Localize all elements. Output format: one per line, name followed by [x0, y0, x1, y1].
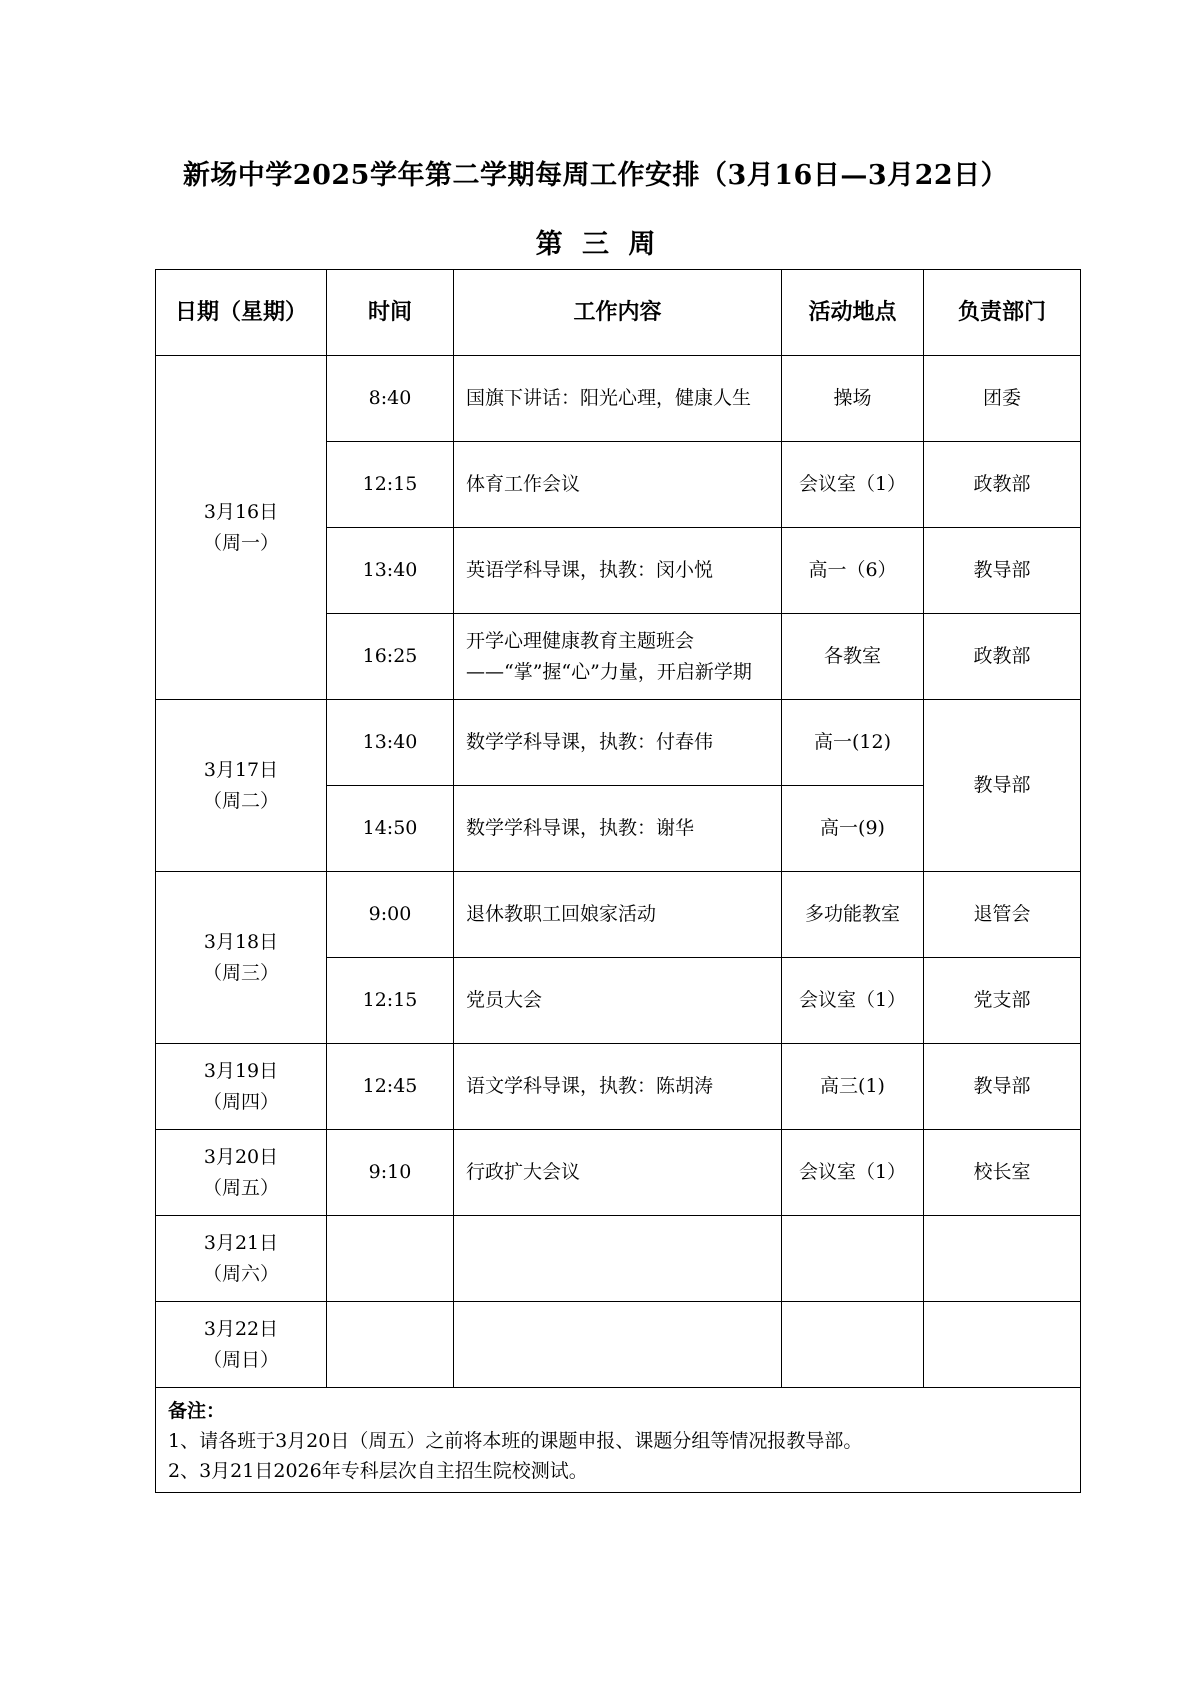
- time-cell: 9:10: [327, 1130, 454, 1216]
- content-cell: 数学学科导课，执教：付春伟: [454, 700, 782, 786]
- notes-cell: [156, 1388, 1081, 1493]
- date-cell: [156, 872, 327, 1044]
- date-text: 3月19日: [203, 1059, 279, 1082]
- location-cell: 高三(1): [782, 1044, 924, 1130]
- table-row: [156, 872, 1081, 958]
- time-cell: 8:40: [327, 356, 454, 442]
- content-cell: [454, 1302, 782, 1388]
- document-title: 新场中学2025学年第二学期每周工作安排（3月16日—3月22日）: [182, 160, 1009, 191]
- table-row: [156, 356, 1081, 442]
- dept-cell: [924, 1302, 1081, 1388]
- location-cell: 操场: [782, 356, 924, 442]
- date-cell: [156, 1302, 327, 1388]
- date-text: 3月22日: [203, 1317, 279, 1340]
- content-cell: 数学学科导课，执教：谢华: [454, 786, 782, 872]
- table-row: [156, 1216, 1081, 1302]
- dept-cell: 教导部: [924, 528, 1081, 614]
- weekday-text: （周三）: [202, 961, 279, 984]
- table-row: [156, 1044, 1081, 1130]
- time-cell: 13:40: [327, 528, 454, 614]
- date-text: 3月20日: [203, 1145, 279, 1168]
- time-cell: 12:15: [327, 958, 454, 1044]
- weekday-text: （周二）: [202, 789, 279, 812]
- time-cell: 12:45: [327, 1044, 454, 1130]
- notes-title: 备注：: [168, 1400, 226, 1422]
- note-item: 1、请各班于3月20日（周五）之前将本班的课题申报、课题分组等情况报教导部。: [168, 1430, 863, 1452]
- time-cell: 14:50: [327, 786, 454, 872]
- date-text: 3月18日: [203, 930, 279, 953]
- time-cell: [327, 1302, 454, 1388]
- dept-cell: 党支部: [924, 958, 1081, 1044]
- schedule-table: [155, 269, 1081, 1493]
- content-cell: 退休教职工回娘家活动: [454, 872, 782, 958]
- content-cell: 国旗下讲话：阳光心理，健康人生: [454, 356, 782, 442]
- weekday-text: （周五）: [202, 1176, 279, 1199]
- date-cell: [156, 1130, 327, 1216]
- date-cell: [156, 1044, 327, 1130]
- content-cell: 开学心理健康教育主题班会——“掌”握“心”力量，开启新学期: [454, 614, 782, 700]
- table-row: [156, 1302, 1081, 1388]
- date-cell: [156, 356, 327, 700]
- week-label: 第 三 周: [535, 229, 656, 260]
- header-date: 日期（星期）: [156, 270, 327, 356]
- header-location: 活动地点: [782, 270, 924, 356]
- weekday-text: （周四）: [202, 1090, 279, 1113]
- date-text: 3月16日: [203, 500, 279, 523]
- notes-row: [156, 1388, 1081, 1493]
- dept-cell: 教导部: [924, 1044, 1081, 1130]
- weekday-text: （周六）: [202, 1262, 279, 1285]
- note-item: 2、3月21日2026年专科层次自主招生院校测试。: [168, 1460, 588, 1482]
- time-cell: 12:15: [327, 442, 454, 528]
- content-cell: 行政扩大会议: [454, 1130, 782, 1216]
- time-cell: 16:25: [327, 614, 454, 700]
- header-dept: 负责部门: [924, 270, 1081, 356]
- location-cell: 各教室: [782, 614, 924, 700]
- weekday-text: （周一）: [202, 531, 279, 554]
- table-row: [156, 700, 1081, 786]
- dept-cell: 团委: [924, 356, 1081, 442]
- date-text: 3月21日: [203, 1231, 279, 1254]
- time-cell: [327, 1216, 454, 1302]
- dept-cell: 教导部: [924, 700, 1081, 872]
- content-cell: 党员大会: [454, 958, 782, 1044]
- dept-cell: 退管会: [924, 872, 1081, 958]
- dept-cell: 校长室: [924, 1130, 1081, 1216]
- location-cell: 高一(9): [782, 786, 924, 872]
- dept-cell: 政教部: [924, 614, 1081, 700]
- time-cell: 13:40: [327, 700, 454, 786]
- location-cell: 高一(12): [782, 700, 924, 786]
- dept-cell: 政教部: [924, 442, 1081, 528]
- table-row: [156, 1130, 1081, 1216]
- location-cell: [782, 1302, 924, 1388]
- weekday-text: （周日）: [202, 1348, 279, 1371]
- location-cell: [782, 1216, 924, 1302]
- dept-cell: [924, 1216, 1081, 1302]
- location-cell: 高一（6）: [782, 528, 924, 614]
- location-cell: 多功能教室: [782, 872, 924, 958]
- content-cell: 体育工作会议: [454, 442, 782, 528]
- location-cell: 会议室（1）: [782, 958, 924, 1044]
- content-cell: [454, 1216, 782, 1302]
- date-text: 3月17日: [203, 758, 279, 781]
- header-row: [156, 270, 1081, 356]
- date-cell: [156, 700, 327, 872]
- location-cell: 会议室（1）: [782, 442, 924, 528]
- header-content: 工作内容: [454, 270, 782, 356]
- time-cell: 9:00: [327, 872, 454, 958]
- content-cell: 语文学科导课，执教：陈胡涛: [454, 1044, 782, 1130]
- date-cell: [156, 1216, 327, 1302]
- location-cell: 会议室（1）: [782, 1130, 924, 1216]
- header-time: 时间: [327, 270, 454, 356]
- content-cell: 英语学科导课，执教：闵小悦: [454, 528, 782, 614]
